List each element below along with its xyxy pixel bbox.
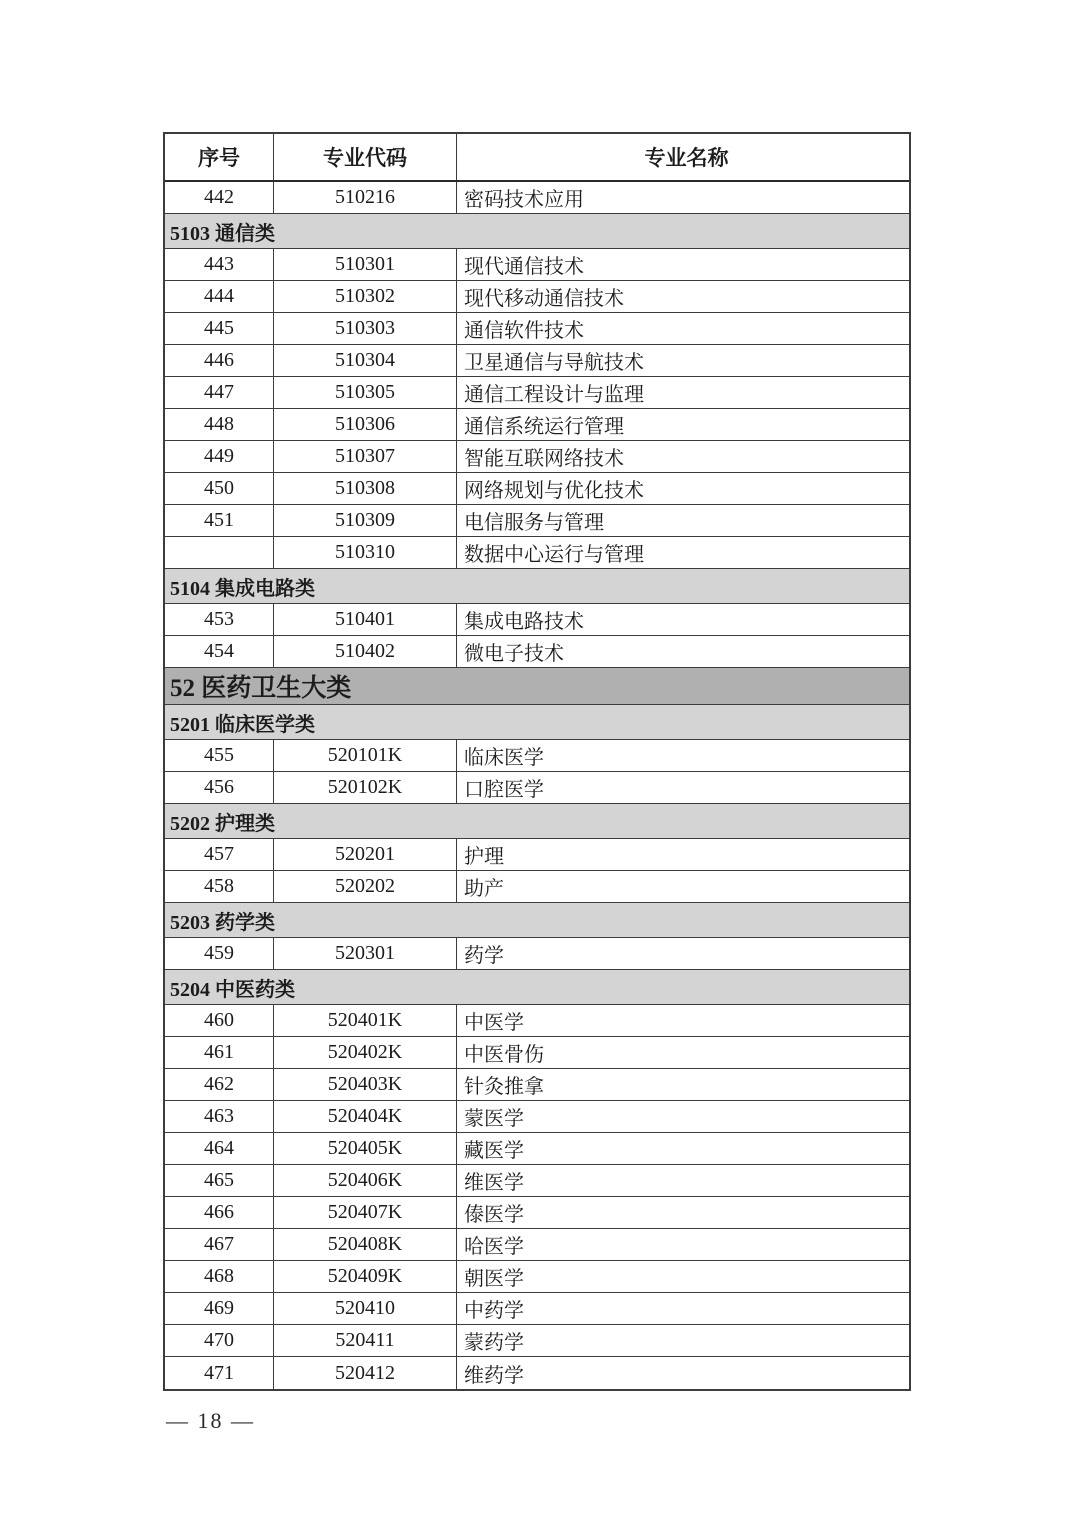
serial-cell: 461	[165, 1037, 274, 1068]
table-row	[165, 281, 909, 313]
code-cell: 520412	[274, 1357, 457, 1389]
name-cell: 密码技术应用	[464, 189, 584, 211]
name-cell: 口腔医学	[464, 779, 544, 801]
name-cell: 集成电路技术	[464, 611, 584, 633]
code-cell: 510310	[274, 537, 457, 568]
table-row	[165, 1005, 909, 1037]
section-category-row: 5103 通信类	[165, 214, 909, 249]
name-cell: 傣医学	[464, 1204, 524, 1226]
name-cell: 卫星通信与导航技术	[464, 352, 644, 374]
code-cell: 520102K	[274, 772, 457, 803]
code-cell: 510301	[274, 249, 457, 280]
table-row	[165, 1293, 909, 1325]
serial-cell: 465	[165, 1165, 274, 1196]
table-header-row	[165, 134, 909, 182]
name-cell: 朝医学	[464, 1268, 524, 1290]
section-category-row: 5104 集成电路类	[165, 569, 909, 604]
table-row	[165, 740, 909, 772]
serial-cell: 457	[165, 839, 274, 870]
serial-cell: 451	[165, 505, 274, 536]
code-cell: 510216	[274, 182, 457, 213]
table-row	[165, 409, 909, 441]
serial-cell: 455	[165, 740, 274, 771]
name-cell: 藏医学	[464, 1140, 524, 1162]
table-row	[165, 1133, 909, 1165]
table-row	[165, 345, 909, 377]
serial-cell: 467	[165, 1229, 274, 1260]
table-row	[165, 636, 909, 668]
table-row	[165, 249, 909, 281]
table-row	[165, 1229, 909, 1261]
section-category-row: 5202 护理类	[165, 804, 909, 839]
name-cell: 蒙医学	[464, 1108, 524, 1130]
serial-cell: 450	[165, 473, 274, 504]
code-cell: 520409K	[274, 1261, 457, 1292]
majors-table	[163, 132, 911, 1391]
code-cell: 520404K	[274, 1101, 457, 1132]
serial-cell: 454	[165, 636, 274, 667]
code-cell: 520407K	[274, 1197, 457, 1228]
name-cell: 智能互联网络技术	[464, 448, 624, 470]
table-row	[165, 938, 909, 970]
name-cell: 网络规划与优化技术	[464, 480, 644, 502]
table-row	[165, 839, 909, 871]
serial-cell: 471	[165, 1357, 274, 1389]
name-cell: 现代通信技术	[464, 256, 584, 278]
table-row	[165, 772, 909, 804]
name-cell: 哈医学	[464, 1236, 524, 1258]
name-cell: 中医学	[464, 1012, 524, 1034]
serial-cell: 442	[165, 182, 274, 213]
name-cell: 中药学	[464, 1300, 524, 1322]
table-row	[165, 182, 909, 214]
serial-cell: 470	[165, 1325, 274, 1356]
name-cell: 通信工程设计与监理	[464, 384, 644, 406]
code-cell: 520402K	[274, 1037, 457, 1068]
serial-cell: 444	[165, 281, 274, 312]
serial-cell: 443	[165, 249, 274, 280]
code-cell: 510308	[274, 473, 457, 504]
code-cell: 520406K	[274, 1165, 457, 1196]
serial-cell: 468	[165, 1261, 274, 1292]
code-cell: 510306	[274, 409, 457, 440]
name-cell: 针灸推拿	[464, 1076, 544, 1098]
name-cell: 维药学	[464, 1364, 524, 1387]
code-cell: 520202	[274, 871, 457, 902]
code-cell: 520411	[274, 1325, 457, 1356]
table-row	[165, 377, 909, 409]
code-cell: 520405K	[274, 1133, 457, 1164]
table-row	[165, 1325, 909, 1357]
code-cell: 510402	[274, 636, 457, 667]
section-category-row: 5204 中医药类	[165, 970, 909, 1005]
header-major-code: 专业代码	[274, 134, 457, 180]
table-row	[165, 604, 909, 636]
table-row	[165, 871, 909, 903]
serial-cell: 445	[165, 313, 274, 344]
header-major-name: 专业名称	[644, 147, 729, 170]
table-row	[165, 441, 909, 473]
table-row	[165, 505, 909, 537]
table-row	[165, 313, 909, 345]
serial-cell: 460	[165, 1005, 274, 1036]
code-cell: 520408K	[274, 1229, 457, 1260]
section-category-row: 5201 临床医学类	[165, 705, 909, 740]
serial-cell: 448	[165, 409, 274, 440]
table-row	[165, 1357, 909, 1389]
name-cell: 通信软件技术	[464, 320, 584, 342]
table-row	[165, 1037, 909, 1069]
serial-cell: 463	[165, 1101, 274, 1132]
table-row	[165, 537, 909, 569]
header-serial-number: 序号	[165, 134, 274, 180]
code-cell: 520201	[274, 839, 457, 870]
name-cell: 助产	[464, 878, 504, 900]
code-cell: 510304	[274, 345, 457, 376]
table-row	[165, 1261, 909, 1293]
serial-cell	[165, 537, 274, 568]
section-category-row: 5203 药学类	[165, 903, 909, 938]
table-row	[165, 1069, 909, 1101]
table-row	[165, 1101, 909, 1133]
serial-cell: 458	[165, 871, 274, 902]
code-cell: 510302	[274, 281, 457, 312]
code-cell: 520403K	[274, 1069, 457, 1100]
code-cell: 520301	[274, 938, 457, 969]
serial-cell: 466	[165, 1197, 274, 1228]
serial-cell: 453	[165, 604, 274, 635]
code-cell: 510307	[274, 441, 457, 472]
serial-cell: 464	[165, 1133, 274, 1164]
code-cell: 520401K	[274, 1005, 457, 1036]
name-cell: 护理	[464, 846, 504, 868]
serial-cell: 449	[165, 441, 274, 472]
name-cell: 中医骨伤	[464, 1044, 544, 1066]
name-cell: 数据中心运行与管理	[464, 544, 644, 566]
serial-cell: 459	[165, 938, 274, 969]
serial-cell: 456	[165, 772, 274, 803]
code-cell: 520410	[274, 1293, 457, 1324]
name-cell: 现代移动通信技术	[464, 288, 624, 310]
page-number: — 18 —	[166, 1408, 255, 1433]
code-cell: 510305	[274, 377, 457, 408]
serial-cell: 462	[165, 1069, 274, 1100]
code-cell: 510309	[274, 505, 457, 536]
serial-cell: 469	[165, 1293, 274, 1324]
code-cell: 510303	[274, 313, 457, 344]
name-cell: 蒙药学	[464, 1332, 524, 1354]
serial-cell: 446	[165, 345, 274, 376]
table-body	[165, 182, 909, 1389]
name-cell: 维医学	[464, 1172, 524, 1194]
name-cell: 临床医学	[464, 747, 544, 769]
table-row	[165, 1197, 909, 1229]
name-cell: 电信服务与管理	[464, 512, 604, 534]
table-row	[165, 473, 909, 505]
major-category-row: 52 医药卫生大类	[165, 668, 909, 705]
name-cell: 通信系统运行管理	[464, 416, 624, 438]
name-cell: 微电子技术	[464, 643, 564, 665]
name-cell: 药学	[464, 945, 504, 967]
serial-cell: 447	[165, 377, 274, 408]
table-row	[165, 1165, 909, 1197]
code-cell: 520101K	[274, 740, 457, 771]
code-cell: 510401	[274, 604, 457, 635]
